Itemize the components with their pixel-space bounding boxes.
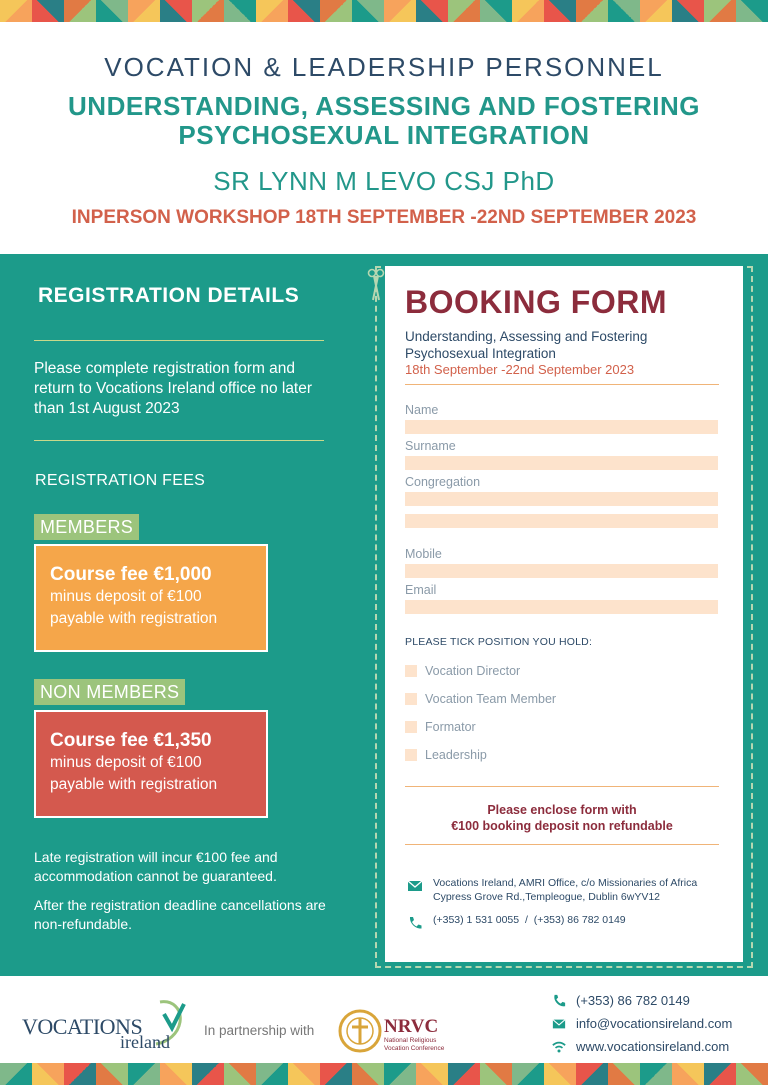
fees-title: REGISTRATION FEES (35, 472, 206, 489)
stripe-triangle (320, 1063, 352, 1085)
header-title: VOCATION & LEADERSHIP PERSONNEL (104, 52, 664, 82)
stripe-triangle (640, 1063, 672, 1085)
stripe-triangle (224, 0, 256, 22)
booking-form-dates: 18th September -22nd September 2023 (405, 362, 635, 377)
stripe-triangle (128, 1063, 160, 1085)
page-footer (0, 976, 768, 1063)
envelope-icon (552, 1017, 566, 1031)
stripe-triangle (256, 1063, 288, 1085)
cancellation-note: After the registration deadline cancellations are non-refundable. (34, 897, 326, 932)
position-label: Formator (425, 720, 476, 734)
stripe-triangle (32, 1063, 64, 1085)
phone-numbers: (+353) 1 531 0055 / (+353) 86 782 0149 (433, 914, 626, 926)
address-line2: Cypress Grove Rd.,Templeogue, Dublin 6wYV12 (433, 890, 661, 903)
divider (405, 786, 719, 787)
name-field[interactable] (405, 420, 718, 434)
workshop-title-line1: UNDERSTANDING, ASSESSING AND FOSTERING (68, 91, 700, 121)
presenter-name: SR LYNN M LEVO CSJ PhD (213, 166, 555, 196)
stripe-triangle (384, 1063, 416, 1085)
stripe-triangle (352, 1063, 384, 1085)
registration-description: Please complete registration form and return to Vocations Ireland office no later than 1st August 2023 (34, 360, 313, 417)
congregation-field-line2[interactable] (405, 514, 718, 528)
stripe-triangle (32, 0, 64, 22)
logo-wordmark: VOCATIONS (22, 1014, 143, 1039)
stripe-triangle (64, 0, 96, 22)
position-option[interactable] (405, 748, 487, 762)
stripe-triangle (736, 1063, 768, 1085)
members-fee-detail: payable with registration (50, 610, 218, 627)
footer-phone-text: (+353) 86 782 0149 (576, 993, 690, 1008)
checkbox[interactable] (405, 693, 417, 705)
stripe-triangle (96, 1063, 128, 1085)
position-question: PLEASE TICK POSITION YOU HOLD: (405, 636, 593, 648)
checkbox[interactable] (405, 665, 417, 677)
late-registration-note: Late registration will incur €100 fee and accommodation cannot be guaranteed. (34, 849, 278, 884)
stripe-triangle (160, 0, 192, 22)
phone-icon (552, 994, 566, 1008)
members-tag: MEMBERS (34, 514, 139, 540)
stripe-triangle (224, 1063, 256, 1085)
stripe-triangle (608, 1063, 640, 1085)
email-field[interactable] (405, 600, 718, 614)
stripe-triangle (544, 0, 576, 22)
checkbox[interactable] (405, 749, 417, 761)
stripe-triangle (416, 0, 448, 22)
workshop-dates: INPERSON WORKSHOP 18TH SEPTEMBER -22ND SEPTEMBER 2023 (71, 207, 697, 228)
email-label: Email (405, 583, 437, 597)
nonmembers-fee-detail: minus deposit of €100 (50, 754, 202, 771)
stripe-triangle (672, 0, 704, 22)
position-option[interactable] (405, 692, 556, 706)
footer-website-link[interactable]: www.vocationsireland.com (576, 1039, 730, 1054)
workshop-title (0, 92, 768, 150)
congregation-field[interactable] (405, 492, 718, 506)
members-fee-detail: minus deposit of €100 (50, 588, 202, 605)
partnership-text: In partnership with (204, 1023, 315, 1038)
address-line1: Vocations Ireland, AMRI Office, c/o Missionaries of Africa (433, 877, 698, 889)
stripe-triangle (96, 0, 128, 22)
stripe-triangle (192, 0, 224, 22)
footer-phone (552, 993, 690, 1008)
stripe-triangle (288, 1063, 320, 1085)
stripe-triangle (160, 1063, 192, 1085)
nonmembers-fee-detail: payable with registration (50, 776, 218, 793)
nonmembers-fee: Course fee €1,350 (50, 730, 212, 751)
stripe-triangle (192, 1063, 224, 1085)
booking-form-subtitle: Understanding, Assessing and Fostering Psychosexual Integration (405, 329, 648, 361)
congregation-label: Congregation (405, 475, 481, 489)
position-option[interactable] (405, 720, 476, 734)
bottom-decorative-stripe (0, 1063, 768, 1085)
envelope-icon (407, 879, 423, 893)
stripe-triangle (704, 0, 736, 22)
phone-icon (407, 916, 423, 930)
nrvc-wordmark: NRVC (384, 1016, 439, 1037)
logo-subword: ireland (120, 1032, 170, 1052)
position-option[interactable] (405, 664, 520, 678)
registration-title: REGISTRATION DETAILS (38, 284, 300, 307)
mobile-label: Mobile (405, 547, 442, 561)
stripe-triangle (352, 0, 384, 22)
stripe-triangle (672, 1063, 704, 1085)
members-fee-box (34, 544, 268, 652)
position-label: Vocation Team Member (425, 692, 557, 706)
stripe-triangle (640, 0, 672, 22)
deposit-notice-line2: €100 booking deposit non refundable (451, 819, 673, 833)
name-label: Name (405, 403, 439, 417)
position-label: Leadership (425, 748, 487, 762)
surname-label: Surname (405, 439, 456, 453)
stripe-triangle (704, 1063, 736, 1085)
page-header (0, 22, 768, 254)
stripe-triangle (608, 0, 640, 22)
divider (34, 340, 324, 341)
mobile-field[interactable] (405, 564, 718, 578)
stripe-triangle (0, 1063, 32, 1085)
surname-field[interactable] (405, 456, 718, 470)
booking-form-title: BOOKING FORM (405, 284, 667, 320)
stripe-triangle (320, 0, 352, 22)
footer-email[interactable] (552, 1016, 732, 1031)
workshop-title-line2: PSYCHOSEXUAL INTEGRATION (178, 120, 590, 150)
deposit-notice-line1: Please enclose form with (487, 803, 637, 817)
stripe-triangle (416, 1063, 448, 1085)
stripe-triangle (448, 1063, 480, 1085)
registration-panel (0, 254, 768, 976)
nrvc-logo (338, 1008, 450, 1054)
stripe-triangle (512, 0, 544, 22)
vocations-ireland-logo (22, 994, 194, 1052)
checkbox[interactable] (405, 721, 417, 733)
members-fee: Course fee €1,000 (50, 564, 212, 585)
office-phones (407, 914, 626, 930)
nonmembers-fee-box (34, 710, 268, 818)
divider (34, 440, 324, 441)
stripe-triangle (736, 0, 768, 22)
divider (405, 844, 719, 845)
nrvc-subtitle: National Religious (384, 1037, 437, 1044)
footer-website[interactable] (552, 1039, 729, 1054)
stripe-triangle (512, 1063, 544, 1085)
top-decorative-stripe (0, 0, 768, 22)
deposit-notice (405, 802, 719, 834)
stripe-triangle (288, 0, 320, 22)
stripe-triangle (480, 1063, 512, 1085)
nonmembers-tag: NON MEMBERS (34, 679, 185, 705)
booking-form (385, 266, 743, 962)
stripe-triangle (576, 1063, 608, 1085)
stripe-triangle (480, 0, 512, 22)
footer-email-link[interactable]: info@vocationsireland.com (576, 1016, 733, 1031)
office-address (407, 877, 697, 904)
position-label: Vocation Director (425, 664, 521, 678)
stripe-triangle (0, 0, 32, 22)
stripe-triangle (448, 0, 480, 22)
stripe-triangle (128, 0, 160, 22)
nrvc-subtitle: Vocation Conference (384, 1045, 445, 1052)
stripe-triangle (544, 1063, 576, 1085)
stripe-triangle (64, 1063, 96, 1085)
scissors-icon (366, 268, 386, 302)
stripe-triangle (384, 0, 416, 22)
stripe-triangle (256, 0, 288, 22)
wifi-icon (552, 1040, 566, 1054)
stripe-triangle (576, 0, 608, 22)
divider (405, 384, 719, 385)
